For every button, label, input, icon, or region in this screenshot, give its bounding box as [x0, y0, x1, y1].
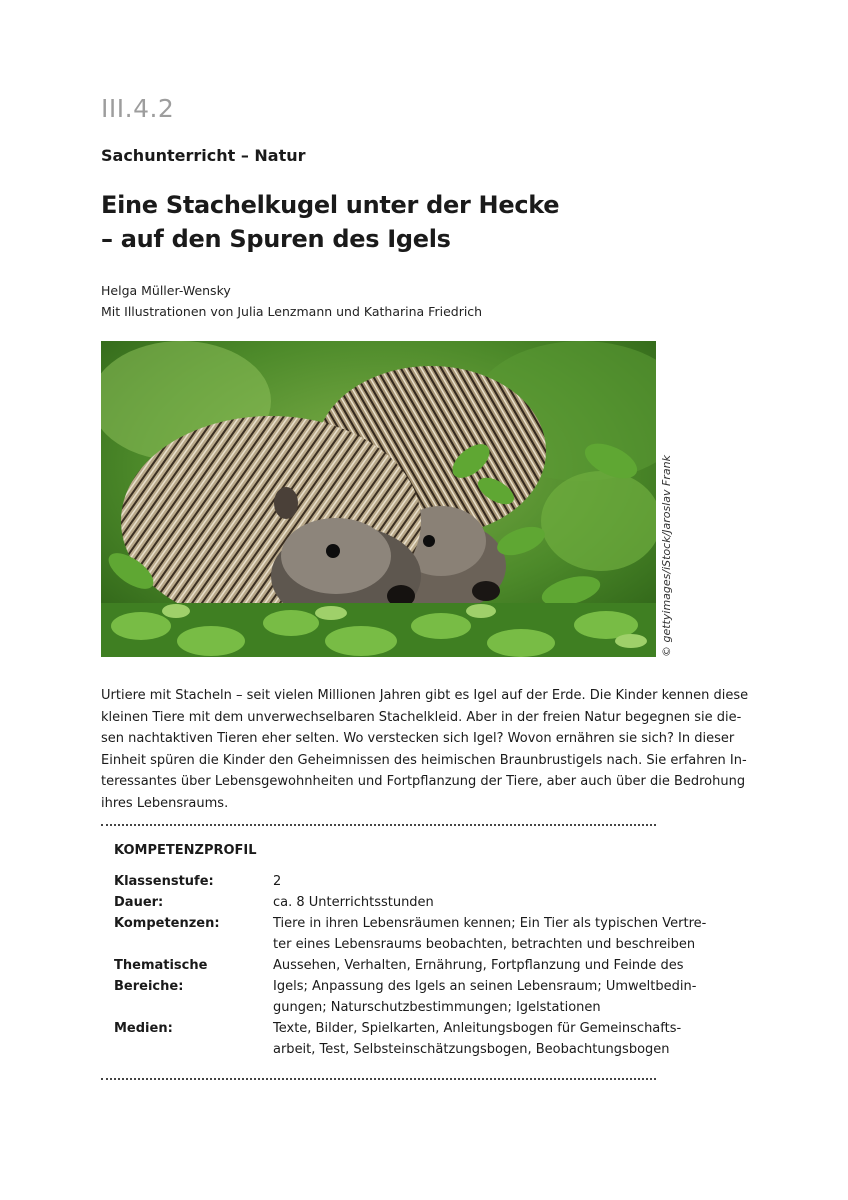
profile-value-line: Tiere in ihren Lebensräumen kennen; Ein Tier als typischen Vertre-	[273, 916, 707, 931]
divider-top	[101, 824, 656, 826]
profile-label: Thematische Bereiche:	[114, 958, 208, 994]
intro-line: Urtiere mit Stacheln – seit vielen Millionen Jahren gibt es Igel auf der Erde. Die Kinder kennen diese	[101, 688, 749, 703]
chapter-number: III.4.2	[101, 94, 175, 123]
profile-value-line: arbeit, Test, Selbsteinschätzungsbogen, Beobachtungsbogen	[273, 1042, 670, 1057]
illustrators: Mit Illustrationen von Julia Lenzmann und Katharina Friedrich	[101, 304, 483, 319]
profile-value-line: Texte, Bilder, Spielkarten, Anleitungsbogen für Gemeinschafts-	[273, 1021, 682, 1036]
author-name: Helga Müller-Wensky	[101, 283, 231, 298]
profile-row	[114, 871, 654, 892]
profile-row	[114, 1018, 682, 1060]
profile-value-line: ca. 8 Unterrichtsstunden	[273, 895, 434, 910]
profile-value-line: gungen; Naturschutzbestimmungen; Igelstationen	[273, 1000, 601, 1015]
profile-value	[273, 1018, 681, 1060]
photo-credit: © gettyimages/iStock/Jaroslav Frank	[660, 455, 673, 657]
page-title	[101, 188, 559, 256]
profile-label: Klassenstufe:	[114, 874, 214, 889]
intro-paragraph	[101, 685, 749, 815]
profile-label: Kompetenzen:	[114, 916, 220, 931]
intro-line: Einheit spüren die Kinder den Geheimnissen des heimischen Braunbrustigels nach. Sie erfahren In-	[101, 752, 747, 768]
kompetenzprofil-heading: KOMPETENZPROFIL	[114, 843, 257, 858]
profile-value	[273, 871, 654, 892]
profile-label: Medien:	[114, 1021, 173, 1036]
intro-line: sen nachtaktiven Tieren eher selten. Wo verstecken sich Igel? Wovon ernähren sie sich? In dieser	[101, 731, 735, 747]
profile-row	[114, 892, 654, 913]
hedgehog-photo	[101, 341, 656, 657]
profile-value	[273, 955, 696, 1018]
profile-value-line: Aussehen, Verhalten, Ernährung, Fortpflanzung und Feinde des	[273, 958, 684, 973]
profile-value-line: 2	[273, 874, 282, 889]
profile-row	[114, 955, 697, 1018]
author-block	[101, 280, 482, 322]
profile-value-line: Igels; Anpassung des Igels an seinen Lebensraum; Umweltbedin-	[273, 979, 697, 994]
intro-line: ihres Lebensraums.	[101, 795, 229, 811]
title-line-2: – auf den Spuren des Igels	[101, 225, 451, 253]
intro-line: teressantes über Lebensgewohnheiten und Fortpflanzung der Tiere, aber auch über die Bedrohung	[101, 774, 746, 790]
profile-value-line: ter eines Lebensraums beobachten, betrachten und beschreiben	[273, 937, 696, 952]
profile-row	[114, 913, 707, 955]
profile-value	[273, 913, 706, 955]
profile-value	[273, 892, 654, 913]
subject-heading: Sachunterricht – Natur	[101, 146, 306, 165]
title-line-1: Eine Stachelkugel unter der Hecke	[101, 191, 560, 219]
profile-label: Dauer:	[114, 895, 164, 910]
intro-line: kleinen Tiere mit dem unverwechselbaren Stachelkleid. Aber in der freien Natur begegnen sie die-	[101, 709, 742, 725]
kompetenzprofil-table	[114, 871, 707, 1060]
divider-bottom	[101, 1078, 656, 1080]
